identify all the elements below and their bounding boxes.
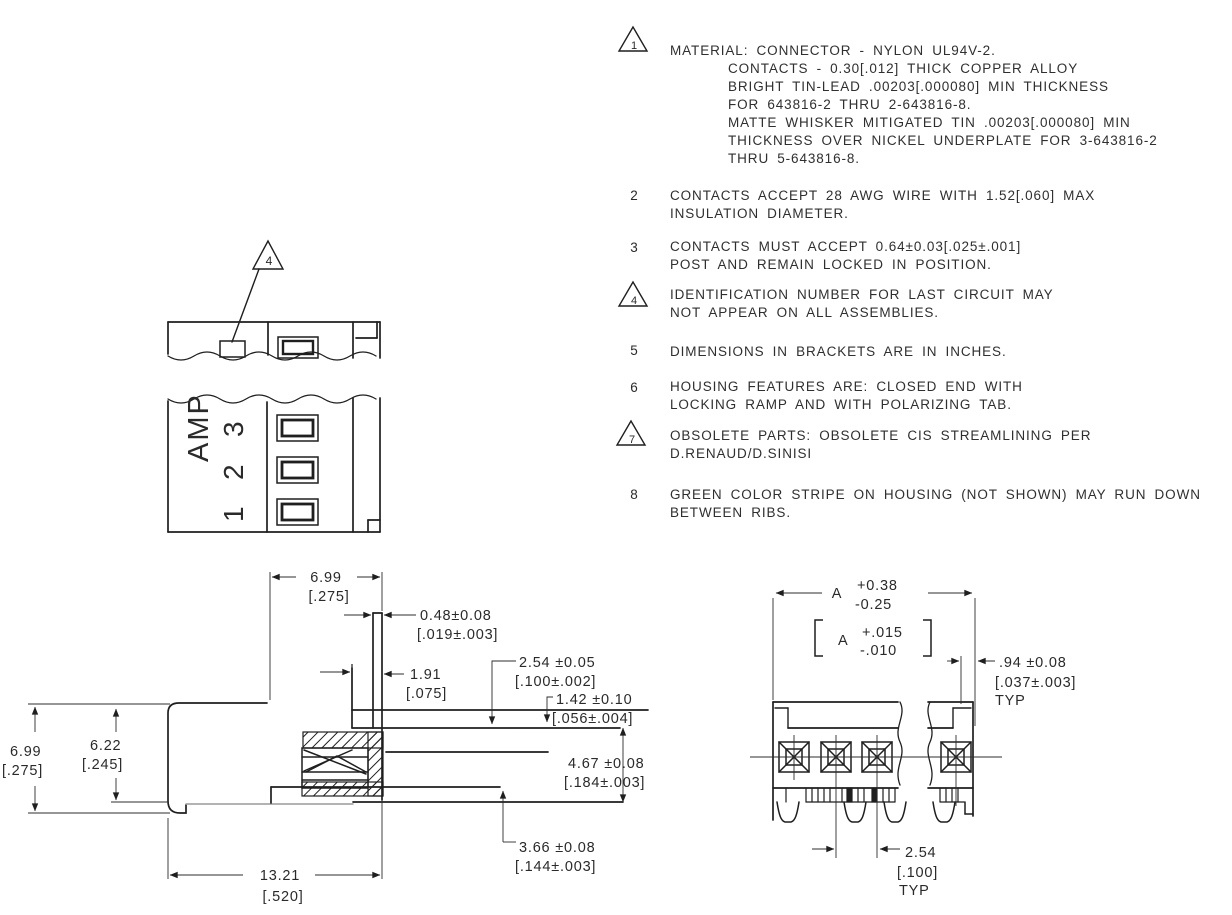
top-view-slots (277, 415, 318, 525)
dim-a-in-label: A (838, 633, 849, 649)
note-6: HOUSING FEATURES ARE: CLOSED END WITH LOCKING RAMP AND WITH POLARIZING TAB. (670, 379, 1023, 412)
note-2: CONTACTS ACCEPT 28 AWG WIRE WITH 1.52[.060] MAX INSULATION DIAMETER. (670, 188, 1096, 221)
side-view-dims (28, 572, 623, 879)
note-number-8: 8 (630, 487, 638, 502)
note-number-3: 3 (630, 240, 638, 255)
note-5: DIMENSIONS IN BRACKETS ARE IN INCHES. (670, 344, 1007, 359)
dim-tab-mm: .94 ±0.08 (999, 655, 1067, 671)
note-4: IDENTIFICATION NUMBER FOR LAST CIRCUIT MAY NOT APPEAR ON ALL ASSEMBLIES. (670, 287, 1054, 320)
note-flag-7-icon (617, 421, 645, 446)
note-number-5: 5 (630, 343, 638, 358)
dim-pitch-front-in: [.100] (897, 865, 939, 881)
note-number-6: 6 (630, 380, 638, 395)
dim-depth-mm: 4.67 ±0.08 (568, 756, 645, 772)
dim-pitch-front-typ: TYP (899, 883, 930, 899)
dim-length-mm: 13.21 (259, 868, 301, 884)
front-view-legs (777, 802, 973, 822)
top-view (168, 241, 380, 532)
dim-height-in: [.275] (2, 763, 44, 779)
dim-pitch-in: [.100±.002] (515, 674, 597, 690)
svg-text:1: 1 (630, 40, 638, 52)
front-view-comb (786, 788, 964, 802)
dim-offset-mm: 3.66 ±0.08 (519, 840, 596, 856)
dim-a-in-plus: +.015 (862, 625, 903, 641)
dim-pitch-front-mm: 2.54 (905, 845, 937, 861)
top-view-flag-4 (232, 241, 283, 342)
dim-post-in: [.056±.004] (552, 711, 634, 727)
side-view-hatch (302, 732, 383, 796)
circuit-number-3: 3 (218, 421, 249, 437)
front-view (773, 702, 973, 822)
dim-pitch-mm: 2.54 ±0.05 (519, 655, 596, 671)
dim-inner-mm: 6.22 (90, 738, 122, 754)
note-1-line-1: MATERIAL: CONNECTOR - NYLON UL94V-2. (670, 43, 996, 58)
dim-a-label: A (831, 586, 843, 602)
circuit-number-2: 2 (218, 464, 249, 480)
top-view-flag-number: 4 (265, 254, 273, 268)
brand-label: AMP (183, 393, 215, 462)
circuit-number-1: 1 (218, 506, 249, 522)
note-7: OBSOLETE PARTS: OBSOLETE CIS STREAMLINING PER D.RENAUD/D.SINISI (670, 428, 1092, 461)
dim-a-in-minus: -.010 (860, 643, 898, 659)
dim-tab-in: [.037±.003] (995, 675, 1077, 691)
dim-height-mm: 6.99 (10, 744, 42, 760)
dim-wall-mm: 0.48±0.08 (420, 608, 492, 624)
dim-inner-in: [.245] (82, 757, 124, 773)
svg-text:7: 7 (628, 434, 636, 446)
note-8: GREEN COLOR STRIPE ON HOUSING (NOT SHOWN) MAY RUN DOWN BETWEEN RIBS. (670, 487, 1201, 520)
dim-wall-in: [.019±.003] (417, 627, 499, 643)
svg-text:4: 4 (630, 295, 638, 307)
dim-offset-in: [.144±.003] (515, 859, 597, 875)
dim-post-mm: 1.42 ±0.10 (556, 692, 633, 708)
note-3: CONTACTS MUST ACCEPT 0.64±0.03[.025±.001] POST AND REMAIN LOCKED IN POSITION. (670, 239, 1022, 272)
dim-width-mm: 6.99 (310, 570, 342, 586)
note-flag-4-icon (619, 282, 647, 307)
dim-depth-in: [.184±.003] (564, 775, 646, 791)
dim-a-minus: -0.25 (855, 597, 893, 613)
note-number-2: 2 (630, 188, 638, 203)
dim-ramp-mm: 1.91 (410, 667, 442, 683)
dim-tab-typ: TYP (995, 693, 1026, 709)
front-view-dim-labels (832, 578, 1077, 899)
dim-a-plus: +0.38 (857, 578, 898, 594)
note-1-continuation: CONTACTS - 0.30[.012] THICK COPPER ALLOY BRIGHT TIN-LEAD .00203[.000080] MIN THICKNESS FOR 643816-2 THRU 2-643816-8. MATTE WHISKER MITIGATED TIN .00203[.000080] MIN THICKNESS OVER NICKEL UNDERPLATE FOR 3-643816-2 THRU 5-643816-8. (728, 61, 1158, 166)
note-flag-1-icon (619, 27, 647, 52)
dim-length-in: [.520] (262, 889, 304, 905)
dim-ramp-in: [.075] (406, 686, 448, 702)
dim-width-in: [.275] (308, 589, 350, 605)
